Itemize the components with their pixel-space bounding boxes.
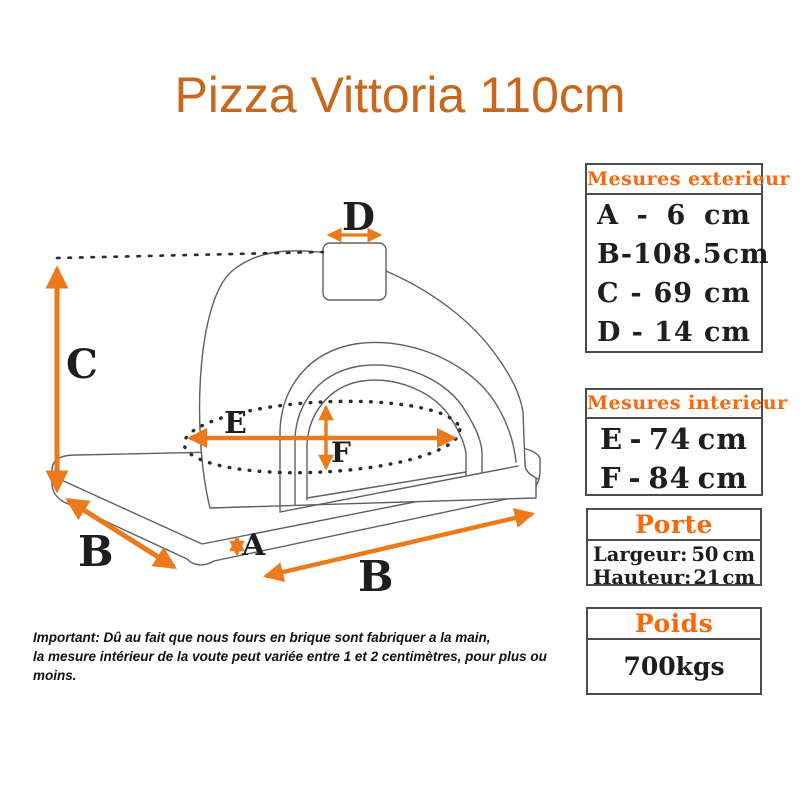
- measure-dash: -: [628, 461, 642, 495]
- door-row-unit: cm: [722, 543, 755, 566]
- weight-value: 700kgs: [623, 652, 725, 681]
- measure-value: 69: [653, 278, 694, 309]
- measure-letter: D: [597, 317, 622, 348]
- measure-dash: -: [629, 422, 643, 456]
- measure-letter: C: [597, 278, 620, 309]
- panel-interior-measures: [585, 388, 788, 496]
- label-c: C: [66, 341, 98, 388]
- measure-value: 84: [648, 461, 691, 495]
- panel-exterior-header: Mesures exterieur: [587, 165, 761, 195]
- door-row-label: Hauteur:: [593, 566, 692, 589]
- measure-value: 74: [648, 422, 692, 456]
- important-note-line1: Important: Dû au fait que nous fours en brique sont fabriquer a la main,: [33, 630, 491, 645]
- measure-dash: -: [631, 317, 644, 348]
- measure-value: 108.5: [633, 239, 723, 270]
- measure-value: 6: [666, 200, 687, 231]
- panel-interior-rows: [587, 419, 761, 500]
- door-height-row: [593, 566, 755, 589]
- label-d: D: [342, 194, 375, 239]
- door-row-unit: cm: [722, 566, 755, 589]
- measure-dash: -: [620, 239, 634, 270]
- measure-letter: A: [597, 200, 619, 231]
- door-row-value: 50: [691, 543, 719, 566]
- panel-weight-header: Poids: [588, 609, 760, 640]
- important-note-line2: la mesure intérieur de la voute peut variée entre 1 et 2 centimètres, pour plus ou moins.: [33, 649, 547, 683]
- chimney: [323, 243, 386, 300]
- measure-row-c: [597, 278, 751, 317]
- measure-unit: cm: [722, 239, 770, 270]
- label-a: A: [242, 528, 266, 563]
- label-b-left: B: [78, 527, 114, 576]
- panel-weight: [586, 607, 762, 695]
- page-title: Pizza Vittoria 110cm: [174, 67, 626, 123]
- oven-diagram: [20, 150, 580, 620]
- measure-dash: -: [636, 200, 649, 231]
- label-f: F: [331, 436, 351, 469]
- measure-letter: F: [600, 461, 622, 495]
- measure-unit: cm: [703, 278, 751, 309]
- panel-door: [586, 508, 762, 589]
- measure-row-e: [600, 422, 748, 461]
- measure-unit: cm: [697, 461, 748, 495]
- label-b-bottom: B: [358, 552, 394, 601]
- panel-exterior-measures: [585, 163, 790, 353]
- measure-row-a: [597, 200, 751, 239]
- oven-diagram-svg: [20, 150, 580, 620]
- measure-row-b: [597, 239, 770, 278]
- label-e: E: [224, 406, 247, 441]
- measure-letter: E: [600, 422, 624, 456]
- panel-interior-header: Mesures interieur: [587, 390, 761, 419]
- door-width-row: [593, 543, 755, 566]
- panel-door-rows: [588, 541, 760, 589]
- measure-unit: cm: [697, 422, 748, 456]
- measure-dash: -: [630, 278, 643, 309]
- panel-exterior-rows: [587, 195, 770, 356]
- measure-row-f: [600, 461, 748, 500]
- measure-unit: cm: [703, 317, 751, 348]
- door-row-value: 21: [693, 566, 721, 589]
- important-note: [33, 628, 573, 685]
- measure-unit: cm: [703, 200, 751, 231]
- measure-letter: B: [597, 239, 621, 270]
- panel-door-header: Porte: [588, 510, 760, 541]
- door-row-label: Largeur:: [593, 543, 688, 566]
- measure-row-d: [597, 317, 751, 356]
- measure-value: 14: [654, 317, 694, 348]
